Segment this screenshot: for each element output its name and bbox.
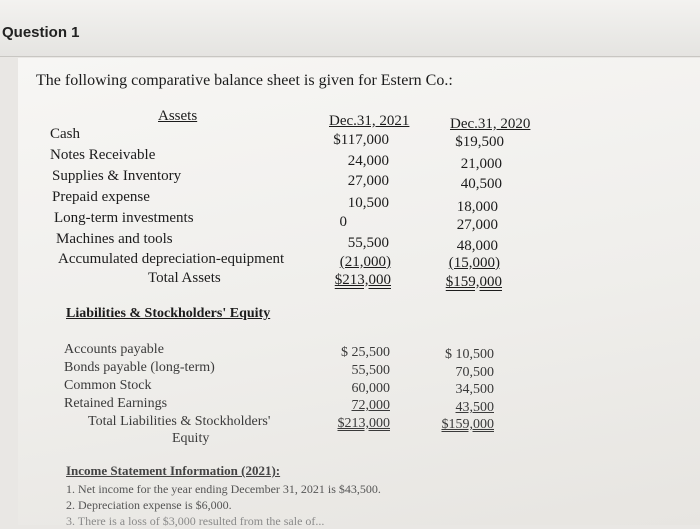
total-liabilities-2020: $159,000	[441, 417, 494, 432]
intro-text: The following comparative balance sheet is given for Estern Co.:	[36, 72, 453, 89]
liability-label: Retained Earnings	[64, 396, 168, 411]
total-liabilities-label-cont: Equity	[172, 431, 210, 446]
asset-label: Cash	[50, 126, 80, 142]
asset-value-2020: 18,000	[456, 199, 498, 215]
income-info-item: 3. There is a loss of $3,000 resulted from the sale of...	[66, 514, 325, 528]
income-info-item: 2. Depreciation expense is $6,000.	[66, 498, 232, 512]
asset-value-2021: 10,500	[347, 195, 389, 211]
liability-value-2020: 34,500	[455, 382, 494, 397]
asset-value-2020: 48,000	[456, 238, 498, 254]
liability-value-2021: $ 25,500	[341, 345, 390, 360]
asset-value-2021: 0	[339, 214, 347, 230]
income-info-item: 1. Net income for the year ending December 31, 2021 is $43,500.	[66, 482, 381, 496]
total-assets-2021: $213,000	[334, 272, 391, 288]
liability-value-2020: $ 10,500	[445, 347, 494, 362]
assets-heading: Assets	[158, 108, 198, 124]
asset-value-2021: 24,000	[347, 153, 389, 169]
asset-value-2020: $19,500	[455, 134, 504, 150]
liability-value-2021: 60,000	[351, 381, 390, 396]
asset-value-2021: 27,000	[347, 173, 389, 189]
asset-value-2021: $117,000	[333, 132, 389, 148]
asset-value-2020: 21,000	[460, 156, 502, 172]
liability-value-2021: 55,500	[351, 363, 390, 378]
total-liabilities-label: Total Liabilities & Stockholders'	[88, 414, 271, 429]
asset-value-2020: 40,500	[460, 176, 502, 192]
asset-label: Accumulated depreciation-equipment	[58, 251, 285, 267]
income-info-heading: Income Statement Information (2021):	[66, 463, 281, 478]
asset-label: Long-term investments	[54, 210, 194, 226]
asset-label: Prepaid expense	[52, 189, 150, 205]
asset-label: Machines and tools	[56, 231, 173, 247]
liabilities-heading: Liabilities & Stockholders' Equity	[66, 306, 271, 321]
liability-label: Common Stock	[64, 378, 152, 393]
asset-value-2021: (21,000)	[339, 254, 391, 270]
total-assets-2020: $159,000	[445, 274, 502, 290]
asset-value-2020: (15,000)	[448, 255, 500, 271]
col-header-2020: Dec.31, 2020	[450, 116, 531, 132]
asset-label: Supplies & Inventory	[52, 168, 182, 184]
total-liabilities-2021: $213,000	[337, 416, 390, 431]
total-assets-label: Total Assets	[148, 270, 221, 286]
col-header-2021: Dec.31, 2021	[329, 113, 410, 129]
liability-label: Bonds payable (long-term)	[64, 360, 215, 375]
liability-label: Accounts payable	[64, 342, 164, 357]
asset-value-2020: 27,000	[456, 217, 498, 233]
liability-value-2020: 43,500	[455, 400, 494, 415]
header-bar	[0, 0, 700, 57]
asset-label: Notes Receivable	[50, 147, 156, 163]
liability-value-2020: 70,500	[455, 365, 494, 380]
question-title: Question 1	[2, 24, 80, 41]
liability-value-2021: 72,000	[351, 398, 390, 413]
asset-value-2021: 55,500	[347, 235, 389, 251]
